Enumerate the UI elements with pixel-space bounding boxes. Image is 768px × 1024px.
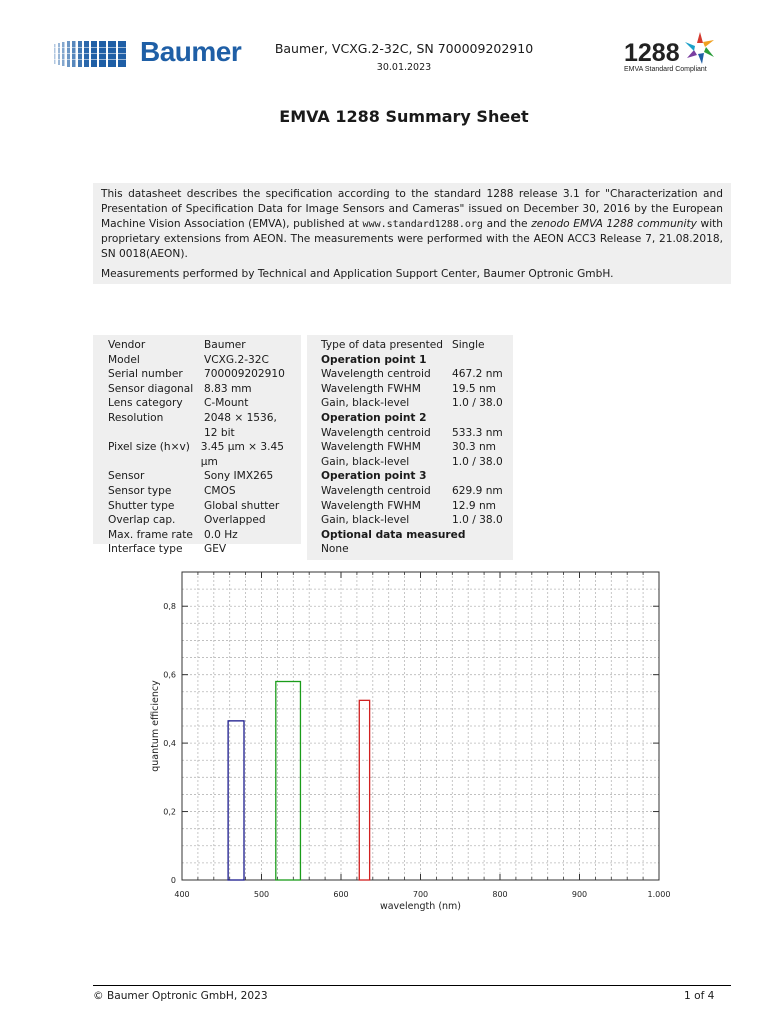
spec-key: Sensor diagonal xyxy=(108,382,194,395)
spec-row xyxy=(307,396,513,411)
footer-page-number: 1 of 4 xyxy=(684,990,715,1002)
spec-key: Overlap cap. xyxy=(108,514,176,527)
spec-value: C-Mount xyxy=(204,397,249,410)
spec-value: 3.45 µm × 3.45 µm xyxy=(200,441,285,468)
x-tick-label: 500 xyxy=(253,890,270,899)
spec-value: Sony IMX265 xyxy=(204,470,274,483)
intro-text: with proprietary extensions from AEON. The measurements were performed with the AEON ACC3 Release 7, 21.08.2018, SN 0018(AEON). xyxy=(101,218,723,260)
spec-row xyxy=(93,426,301,441)
spec-row xyxy=(307,484,513,499)
spec-value: Overlapped xyxy=(204,514,266,527)
camera-specs-table xyxy=(93,335,301,556)
spec-value: 19.5 nm xyxy=(452,382,496,395)
spec-key: Wavelength centroid xyxy=(321,426,431,439)
intro-paragraph xyxy=(101,187,723,262)
spec-value: Global shutter xyxy=(204,499,280,512)
spec-row xyxy=(93,440,301,469)
spec-value: 1.0 / 38.0 xyxy=(452,514,503,527)
y-tick-label: 0,6 xyxy=(163,670,176,680)
spec-row xyxy=(307,440,513,455)
section-heading: Operation point 3 xyxy=(321,470,427,483)
y-axis-label: quantum efficiency xyxy=(150,680,161,772)
spec-row xyxy=(307,499,513,514)
spec-row xyxy=(93,499,301,514)
x-tick-label: 1.000 xyxy=(647,890,671,899)
spec-row xyxy=(93,396,301,411)
spec-key: Vendor xyxy=(108,339,146,351)
spec-value: 8.83 mm xyxy=(204,382,252,395)
spec-value: None xyxy=(321,543,349,556)
spec-row xyxy=(93,411,301,426)
spec-row xyxy=(307,513,513,528)
spec-value: 1.0 / 38.0 xyxy=(452,455,503,468)
spec-key: Sensor xyxy=(108,470,145,483)
spec-value: 629.9 nm xyxy=(452,484,503,497)
x-axis-label: wavelength (nm) xyxy=(379,901,462,912)
spec-value: 12 bit xyxy=(204,426,235,439)
qe-bar xyxy=(276,682,301,880)
spec-key: Interface type xyxy=(108,543,183,556)
qe-bar xyxy=(359,700,369,880)
spec-row xyxy=(307,542,513,557)
spec-key: Gain, black-level xyxy=(321,455,410,468)
spec-key: Resolution xyxy=(108,411,164,424)
spec-value: CMOS xyxy=(204,484,236,497)
emva-star-icon xyxy=(682,30,718,66)
intro-text: This datasheet describes the specification according to the standard 1288 release 3.1 for "Characterization and Presentation of Specification Data for Image Sensors and Cameras" issued on December 30, 2016 by the European Machine Vision Association (EMVA), published at xyxy=(101,188,723,230)
spec-value: 533.3 nm xyxy=(452,426,503,439)
spec-value: 700009202910 xyxy=(204,368,285,381)
intro-url: www.standard1288.org xyxy=(362,219,483,230)
emva-logo-number: 1288 xyxy=(624,39,680,67)
intro-text: and the xyxy=(482,218,532,230)
spec-value: Baumer xyxy=(204,339,246,351)
spec-key: Shutter type xyxy=(108,499,175,512)
spec-key: Lens category xyxy=(108,397,183,410)
spec-key: Gain, black-level xyxy=(321,397,410,410)
spec-row xyxy=(307,338,513,353)
x-tick-label: 700 xyxy=(412,890,429,899)
spec-row xyxy=(307,455,513,470)
spec-value: 2048 × 1536, xyxy=(204,411,277,424)
spec-row xyxy=(93,484,301,499)
spec-value: 467.2 nm xyxy=(452,368,503,381)
spec-row xyxy=(93,469,301,484)
spec-row xyxy=(93,367,301,382)
spec-row xyxy=(93,353,301,368)
brand-name: Baumer xyxy=(140,36,242,67)
intro-emphasis: zenodo EMVA 1288 community xyxy=(531,218,697,230)
y-tick-label: 0,2 xyxy=(163,807,176,817)
spec-key: Gain, black-level xyxy=(321,514,410,527)
y-tick-label: 0,4 xyxy=(163,739,176,749)
spec-row xyxy=(93,528,301,543)
x-tick-label: 600 xyxy=(333,890,349,899)
spec-row xyxy=(93,542,301,557)
spec-row xyxy=(307,426,513,441)
footer-copyright: © Baumer Optronic GmbH, 2023 xyxy=(93,990,268,1002)
section-heading-row xyxy=(307,528,513,543)
spec-key: Wavelength centroid xyxy=(321,368,431,381)
qe-bar xyxy=(228,721,244,880)
operation-points-table xyxy=(307,335,513,560)
y-tick-label: 0,8 xyxy=(163,602,176,612)
spec-key: Wavelength FWHM xyxy=(321,382,421,395)
x-tick-label: 900 xyxy=(571,890,588,899)
section-heading: Operation point 2 xyxy=(321,411,427,424)
header-title: Baumer, VCXG.2-32C, SN 700009202910 xyxy=(274,41,534,56)
spec-key: Sensor type xyxy=(108,484,172,497)
section-heading: Optional data measured xyxy=(321,528,466,541)
section-heading-row xyxy=(307,353,513,368)
spec-row xyxy=(307,382,513,397)
spec-value: 12.9 nm xyxy=(452,499,496,512)
spec-value: VCXG.2-32C xyxy=(204,353,269,366)
spec-row xyxy=(93,382,301,397)
quantum-efficiency-chart xyxy=(140,565,680,915)
section-heading: Operation point 1 xyxy=(321,353,427,366)
page-title: EMVA 1288 Summary Sheet xyxy=(279,107,529,126)
section-heading-row xyxy=(307,469,513,484)
intro-measurements-note: Measurements performed by Technical and Application Support Center, Baumer Optronic GmbH. xyxy=(101,268,614,280)
spec-value: Single xyxy=(452,339,485,351)
x-tick-label: 400 xyxy=(174,890,190,899)
spec-value: 1.0 / 38.0 xyxy=(452,397,503,410)
emva-logo-subtitle: EMVA Standard Compliant xyxy=(624,66,707,73)
spec-row xyxy=(307,367,513,382)
spec-key: Type of data presented xyxy=(321,339,444,351)
spec-key: Wavelength centroid xyxy=(321,484,431,497)
spec-value: 30.3 nm xyxy=(452,441,496,454)
y-tick-label: 0 xyxy=(170,876,176,885)
spec-key: Max. frame rate xyxy=(108,528,193,541)
spec-key: Pixel size (h×v) xyxy=(108,441,190,454)
spec-value: 0.0 Hz xyxy=(204,528,238,541)
spec-key: Wavelength FWHM xyxy=(321,499,421,512)
spec-value: GEV xyxy=(204,543,227,556)
header-date: 30.01.2023 xyxy=(376,62,432,73)
spec-row xyxy=(93,338,301,353)
section-heading-row xyxy=(307,411,513,426)
spec-key: Wavelength FWHM xyxy=(321,441,421,454)
spec-key: Serial number xyxy=(108,368,183,381)
spec-row xyxy=(93,513,301,528)
x-tick-label: 800 xyxy=(492,890,508,899)
footer-rule xyxy=(93,985,731,986)
intro-box xyxy=(93,183,731,284)
spec-key: Model xyxy=(108,353,140,366)
spec-key xyxy=(93,426,204,441)
